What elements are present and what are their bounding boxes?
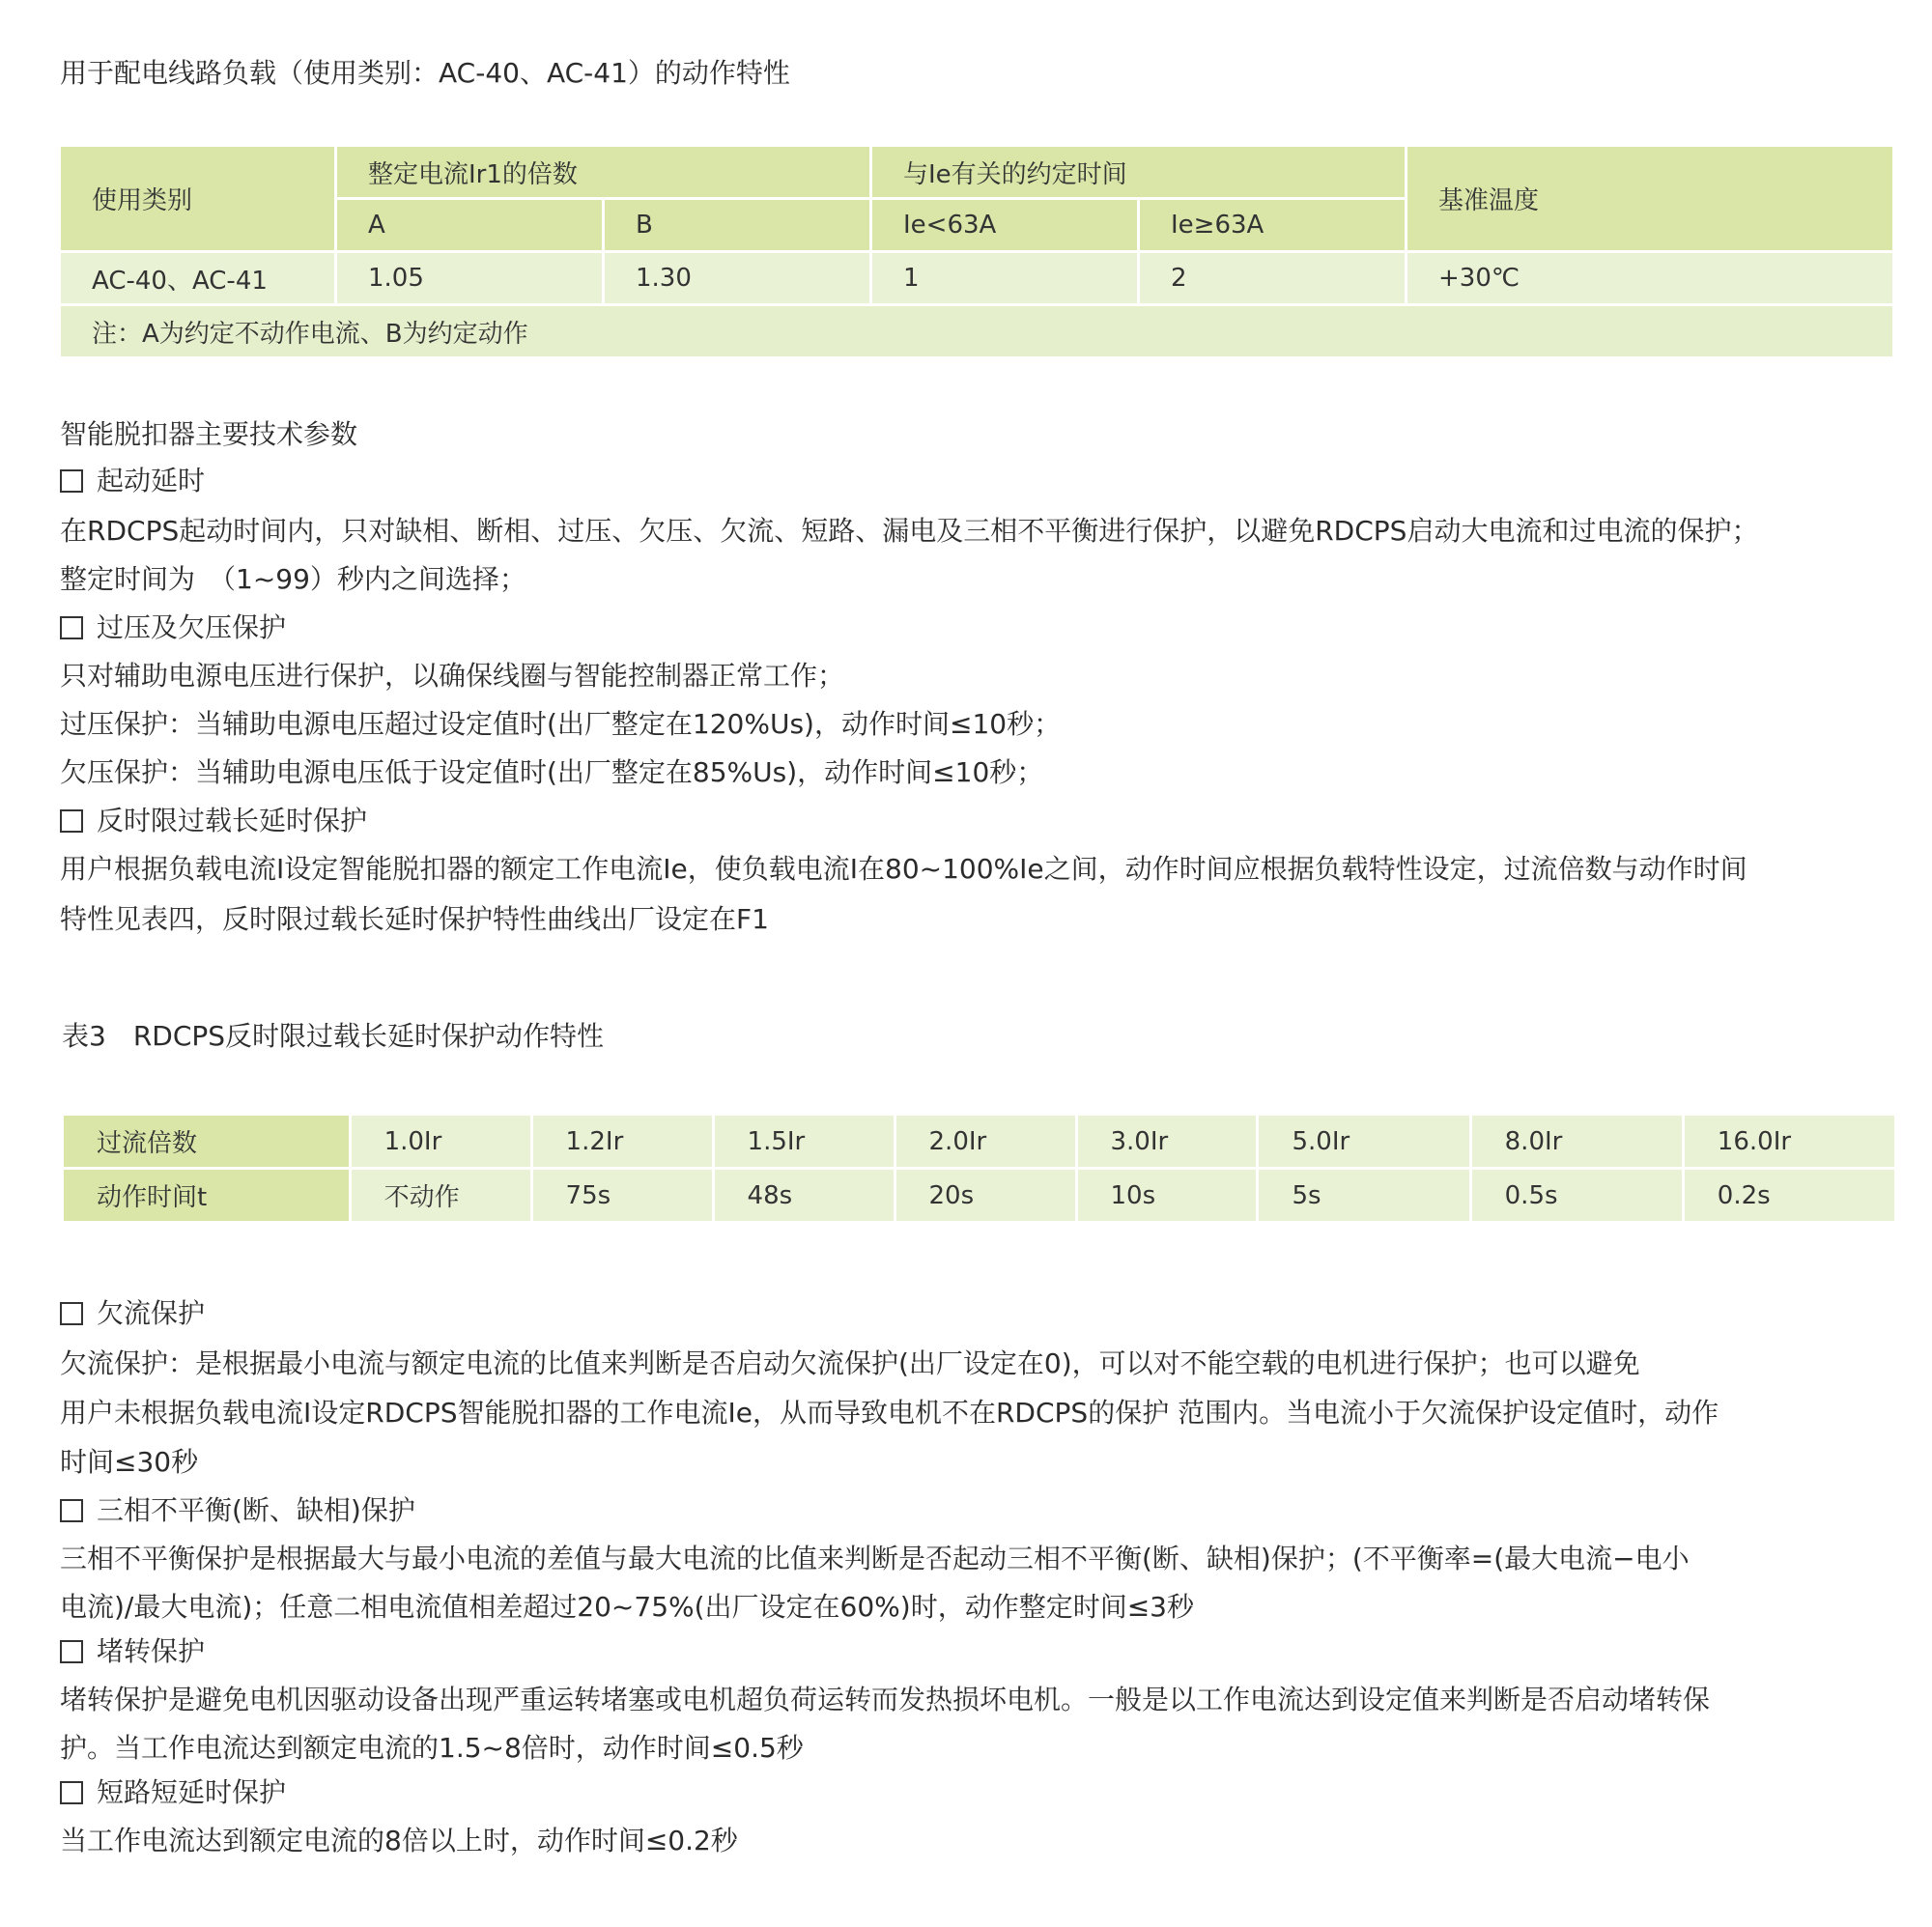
row-label-multiple: 过流倍数 [63,1115,351,1169]
checkbox-icon [60,1781,83,1804]
header-usage-category: 使用类别 [60,146,336,252]
overload-characteristic-table [61,1113,1897,1224]
overload-protection-heading [60,802,367,840]
params-heading: 智能脱扣器主要技术参数 [60,418,358,450]
multiple-cell: 3.0Ir [1076,1115,1258,1169]
multiple-cell: 16.0Ir [1683,1115,1895,1169]
voltage-protection-title: 过压及欠压保护 [97,611,287,643]
overload-text-1: 用户根据负载电流I设定智能脱扣器的额定工作电流Ie，使负载电流I在80~100%Ie之间，动作时间应根据负载特性设定，过流倍数与动作时间 [60,853,1747,885]
multiple-cell: 1.2Ir [531,1115,713,1169]
section-title: 用于配电线路负载（使用类别：AC-40、AC-41）的动作特性 [60,57,790,89]
stall-heading [60,1632,205,1671]
checkbox-icon [60,1499,83,1522]
undercurrent-text-3: 时间≤30秒 [60,1446,199,1478]
undercurrent-heading [60,1294,205,1333]
short-circuit-heading [60,1773,286,1812]
cell-a: 1.05 [336,252,604,305]
stall-text-2: 护。当工作电流达到额定电流的1.5~8倍时，动作时间≤0.5秒 [60,1732,804,1764]
header-reference-temp: 基准温度 [1406,146,1894,252]
checkbox-icon [60,616,83,639]
header-conventional-time: 与Ie有关的约定时间 [871,146,1406,199]
action-time-cell: 不动作 [350,1169,531,1223]
cell-ie-lt: 1 [871,252,1139,305]
cell-b: 1.30 [604,252,871,305]
overload-text-2: 特性见表四，反时限过载长延时保护特性曲线出厂设定在F1 [60,903,769,935]
action-time-cell: 0.2s [1683,1169,1895,1223]
multiple-cell: 5.0Ir [1258,1115,1470,1169]
startup-text-1: 在RDCPS起动时间内，只对缺相、断相、过压、欠压、欠流、短路、漏电及三相不平衡进行保护，以避免RDCPS启动大电流和过电流的保护； [60,515,1759,547]
unbalance-title: 三相不平衡(断、缺相)保护 [97,1494,415,1526]
cell-temp: +30℃ [1406,252,1894,305]
subheader-b: B [604,199,871,252]
multiple-cell: 1.0Ir [350,1115,531,1169]
checkbox-icon [60,809,83,833]
stall-title: 堵转保护 [97,1635,206,1667]
multiple-cell: 2.0Ir [895,1115,1076,1169]
unbalance-heading [60,1491,415,1530]
action-time-cell: 75s [531,1169,713,1223]
startup-delay-title: 起动延时 [97,465,206,496]
startup-delay-heading [60,462,205,500]
short-circuit-title: 短路短延时保护 [97,1776,287,1808]
subheader-ie-ge-63a: Ie≥63A [1139,199,1406,252]
table3-caption: 表3 RDCPS反时限过载长延时保护动作特性 [62,1020,605,1052]
multiple-cell: 1.5Ir [713,1115,895,1169]
action-time-cell: 5s [1258,1169,1470,1223]
subheader-a: A [336,199,604,252]
overload-protection-title: 反时限过载长延时保护 [97,805,368,836]
undercurrent-text-2: 用户未根据负载电流I设定RDCPS智能脱扣器的工作电流Ie，从而导致电机不在RDCPS的保护 范围内。当电流小于欠流保护设定值时，动作 [60,1397,1719,1429]
action-time-cell: 20s [895,1169,1076,1223]
cell-ie-ge: 2 [1139,252,1406,305]
unbalance-text-2: 电流)/最大电流)；任意二相电流值相差超过20~75%(出厂设定在60%)时，动作整定时间≤3秒 [60,1591,1194,1623]
checkbox-icon [60,469,83,493]
startup-text-2: 整定时间为 （1~99）秒内之间选择； [60,563,526,595]
undercurrent-text-1: 欠流保护：是根据最小电流与额定电流的比值来判断是否启动欠流保护(出厂设定在0)，可以对不能空载的电机进行保护；也可以避免 [60,1347,1640,1379]
voltage-text-2: 过压保护：当辅助电源电压超过设定值时(出厂整定在120%Us)，动作时间≤10秒； [60,708,1062,740]
checkbox-icon [60,1302,83,1325]
header-setting-multiple: 整定电流Ir1的倍数 [336,146,871,199]
action-time-cell: 0.5s [1470,1169,1683,1223]
table-note: 注：A为约定不动作电流、B为约定动作 [60,305,1894,358]
voltage-text-3: 欠压保护：当辅助电源电压低于设定值时(出厂整定在85%Us)，动作时间≤10秒； [60,756,1044,788]
checkbox-icon [60,1640,83,1663]
row-label-action-time: 动作时间t [63,1169,351,1223]
multiple-cell: 8.0Ir [1470,1115,1683,1169]
voltage-protection-heading [60,609,286,647]
usage-category-table [58,144,1895,359]
cell-category: AC-40、AC-41 [60,252,336,305]
short-circuit-text-1: 当工作电流达到额定电流的8倍以上时，动作时间≤0.2秒 [60,1825,738,1856]
action-time-cell: 48s [713,1169,895,1223]
subheader-ie-lt-63a: Ie<63A [871,199,1139,252]
voltage-text-1: 只对辅助电源电压进行保护，以确保线圈与智能控制器正常工作； [60,660,845,692]
unbalance-text-1: 三相不平衡保护是根据最大与最小电流的差值与最大电流的比值来判断是否起动三相不平衡(断、缺相)保护；(不平衡率=(最大电流−电小 [60,1543,1690,1574]
stall-text-1: 堵转保护是避免电机因驱动设备出现严重运转堵塞或电机超负荷运转而发热损坏电机。一般是以工作电流达到设定值来判断是否启动堵转保 [60,1684,1711,1715]
action-time-cell: 10s [1076,1169,1258,1223]
undercurrent-title: 欠流保护 [97,1297,206,1329]
